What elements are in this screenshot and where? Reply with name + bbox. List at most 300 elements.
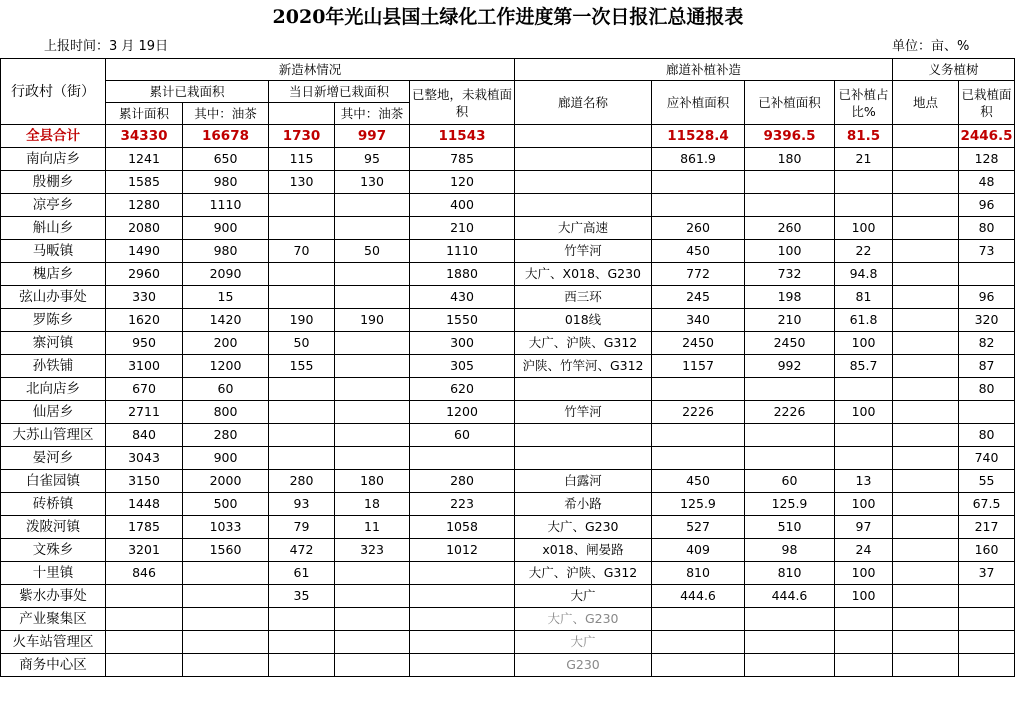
cell-name: 紫水办事处: [1, 585, 106, 608]
cell-cum-tea: 500: [183, 493, 269, 516]
cell-today: 93: [269, 493, 335, 516]
cell-should: 810: [652, 562, 745, 585]
cell-prepared: 1012: [410, 539, 515, 562]
cell-done: 810: [745, 562, 835, 585]
cell-should: 245: [652, 286, 745, 309]
cell-today: [269, 447, 335, 470]
cell-planted: 217: [959, 516, 1015, 539]
cell-cum-tea: 200: [183, 332, 269, 355]
cell-today-tea: [335, 194, 410, 217]
cell-done: 125.9: [745, 493, 835, 516]
cell-location: [893, 447, 959, 470]
cell-done: [745, 631, 835, 654]
cell-name: 晏河乡: [1, 447, 106, 470]
cell-location: [893, 493, 959, 516]
cell-cum-tea: 980: [183, 240, 269, 263]
cell-cum-tea: 60: [183, 378, 269, 401]
cell-prepared: 430: [410, 286, 515, 309]
progress-table: [0, 58, 1015, 677]
cell-prepared: 305: [410, 355, 515, 378]
cell-planted: 740: [959, 447, 1015, 470]
cell-done: 260: [745, 217, 835, 240]
cell-today: 280: [269, 470, 335, 493]
cell-location: [893, 654, 959, 677]
total-row: [1, 125, 1015, 148]
cell-today: [269, 608, 335, 631]
cell-done: 180: [745, 148, 835, 171]
cell-cum-tea: 15: [183, 286, 269, 309]
cell-cum: 2711: [106, 401, 183, 424]
cell-planted: [959, 654, 1015, 677]
header-row-1: [1, 59, 1015, 81]
cell-ratio: [835, 194, 893, 217]
cell-location: [893, 585, 959, 608]
cell-today-tea: [335, 562, 410, 585]
cell-planted: 55: [959, 470, 1015, 493]
cell-name: 火车站管理区: [1, 631, 106, 654]
cell-cum: [106, 585, 183, 608]
cell-done: 2226: [745, 401, 835, 424]
cell-today: [269, 401, 335, 424]
cell-cum: 950: [106, 332, 183, 355]
cell-cum-tea: 1420: [183, 309, 269, 332]
cell-today: 155: [269, 355, 335, 378]
table-row: [1, 585, 1015, 608]
cell-corridor: x018、闸晏路: [515, 539, 652, 562]
cell-should: 2226: [652, 401, 745, 424]
cell-cum-tea: 800: [183, 401, 269, 424]
cell-corridor: [515, 447, 652, 470]
cell-today-tea: [335, 378, 410, 401]
cell-cum-tea: [183, 585, 269, 608]
cell-cum: 840: [106, 424, 183, 447]
cell-corridor: 大广: [515, 585, 652, 608]
cell-prepared: [410, 447, 515, 470]
table-row: [1, 516, 1015, 539]
cell-cum: 2960: [106, 263, 183, 286]
cell-planted: 80: [959, 424, 1015, 447]
cell-today-tea: 95: [335, 148, 410, 171]
table-row: [1, 148, 1015, 171]
cell-cum-tea: 900: [183, 217, 269, 240]
total-corridor: [515, 125, 652, 148]
cell-planted: [959, 608, 1015, 631]
cell-location: [893, 516, 959, 539]
table-row: [1, 562, 1015, 585]
cell-should: [652, 608, 745, 631]
table-row: [1, 355, 1015, 378]
cell-today-tea: 190: [335, 309, 410, 332]
cell-today-tea: [335, 355, 410, 378]
table-row: [1, 654, 1015, 677]
cell-location: [893, 171, 959, 194]
cell-name: 斛山乡: [1, 217, 106, 240]
cell-should: 260: [652, 217, 745, 240]
cell-ratio: 100: [835, 562, 893, 585]
cell-corridor: 大广、沪陕、G312: [515, 562, 652, 585]
cell-ratio: [835, 447, 893, 470]
cell-name: 马畈镇: [1, 240, 106, 263]
total-cum-tea: 16678: [183, 125, 269, 148]
cell-prepared: 785: [410, 148, 515, 171]
cell-name: 泼陂河镇: [1, 516, 106, 539]
cell-planted: [959, 401, 1015, 424]
cell-prepared: 210: [410, 217, 515, 240]
header-cum-tea: 其中：油茶: [183, 103, 269, 125]
cell-name: 大苏山管理区: [1, 424, 106, 447]
cell-today: [269, 194, 335, 217]
cell-prepared: 300: [410, 332, 515, 355]
cell-should: [652, 424, 745, 447]
cell-today-tea: [335, 608, 410, 631]
cell-today-tea: 323: [335, 539, 410, 562]
total-done: 9396.5: [745, 125, 835, 148]
cell-today-tea: [335, 332, 410, 355]
total-name: 全县合计: [1, 125, 106, 148]
cell-corridor: [515, 378, 652, 401]
cell-cum: [106, 654, 183, 677]
cell-should: 772: [652, 263, 745, 286]
cell-location: [893, 332, 959, 355]
cell-prepared: 60: [410, 424, 515, 447]
cell-name: 商务中心区: [1, 654, 106, 677]
header-new-forest: 新造林情况: [106, 59, 515, 81]
cell-cum-tea: 280: [183, 424, 269, 447]
total-should: 11528.4: [652, 125, 745, 148]
header-prepared: 已整地，未栽植面积: [410, 81, 515, 125]
cell-location: [893, 148, 959, 171]
cell-name: 白雀园镇: [1, 470, 106, 493]
cell-location: [893, 608, 959, 631]
cell-name: 文殊乡: [1, 539, 106, 562]
cell-done: 210: [745, 309, 835, 332]
cell-should: 450: [652, 470, 745, 493]
cell-ratio: [835, 654, 893, 677]
cell-today-tea: 50: [335, 240, 410, 263]
table-row: [1, 539, 1015, 562]
header-corridor: 廊道补植补造: [515, 59, 893, 81]
cell-today: [269, 263, 335, 286]
cell-done: [745, 171, 835, 194]
cell-planted: 160: [959, 539, 1015, 562]
cell-today: 35: [269, 585, 335, 608]
cell-today: [269, 424, 335, 447]
cell-location: [893, 470, 959, 493]
cell-prepared: 1058: [410, 516, 515, 539]
cell-location: [893, 401, 959, 424]
cell-done: 992: [745, 355, 835, 378]
cell-cum-tea: [183, 562, 269, 585]
cell-cum: [106, 631, 183, 654]
header-cum-total: 累计面积: [106, 103, 183, 125]
cell-name: 孙铁铺: [1, 355, 106, 378]
cell-cum-tea: 1033: [183, 516, 269, 539]
cell-cum: 1241: [106, 148, 183, 171]
table-row: [1, 470, 1015, 493]
cell-ratio: [835, 171, 893, 194]
table-row: [1, 286, 1015, 309]
cell-done: 98: [745, 539, 835, 562]
cell-cum: 1490: [106, 240, 183, 263]
cell-today: 190: [269, 309, 335, 332]
cell-ratio: 81: [835, 286, 893, 309]
cell-cum-tea: [183, 608, 269, 631]
cell-today-tea: [335, 654, 410, 677]
table-row: [1, 171, 1015, 194]
cell-today-tea: [335, 401, 410, 424]
cell-prepared: 120: [410, 171, 515, 194]
cell-location: [893, 424, 959, 447]
cell-ratio: 97: [835, 516, 893, 539]
cell-corridor: 希小路: [515, 493, 652, 516]
cell-location: [893, 263, 959, 286]
cell-ratio: 100: [835, 401, 893, 424]
table-row: [1, 309, 1015, 332]
cell-today: 130: [269, 171, 335, 194]
header-location: 地点: [893, 81, 959, 125]
cell-prepared: [410, 608, 515, 631]
header-corridor-name: 廊道名称: [515, 81, 652, 125]
cell-prepared: 1110: [410, 240, 515, 263]
cell-cum: [106, 608, 183, 631]
cell-planted: 96: [959, 286, 1015, 309]
cell-prepared: 280: [410, 470, 515, 493]
cell-corridor: 沪陕、竹竿河、G312: [515, 355, 652, 378]
cell-corridor: [515, 148, 652, 171]
cell-location: [893, 194, 959, 217]
total-prepared: 11543: [410, 125, 515, 148]
cell-prepared: 620: [410, 378, 515, 401]
cell-ratio: [835, 631, 893, 654]
cell-should: 450: [652, 240, 745, 263]
cell-cum: 2080: [106, 217, 183, 240]
cell-corridor: 大广: [515, 631, 652, 654]
cell-name: 罗陈乡: [1, 309, 106, 332]
cell-location: [893, 562, 959, 585]
total-today-tea: 997: [335, 125, 410, 148]
cell-ratio: 100: [835, 217, 893, 240]
cell-today-tea: 11: [335, 516, 410, 539]
cell-today: 79: [269, 516, 335, 539]
cell-today-tea: [335, 424, 410, 447]
cell-today: 115: [269, 148, 335, 171]
header-duty: 义务植树: [893, 59, 1015, 81]
cell-planted: [959, 263, 1015, 286]
cell-ratio: [835, 378, 893, 401]
cell-location: [893, 355, 959, 378]
cell-today: [269, 654, 335, 677]
cell-corridor: [515, 424, 652, 447]
cell-name: 槐店乡: [1, 263, 106, 286]
cell-done: 2450: [745, 332, 835, 355]
table-row: [1, 332, 1015, 355]
cell-cum: 330: [106, 286, 183, 309]
cell-corridor: [515, 171, 652, 194]
cell-ratio: 61.8: [835, 309, 893, 332]
cell-today-tea: [335, 286, 410, 309]
cell-name: 寨河镇: [1, 332, 106, 355]
cell-today: 70: [269, 240, 335, 263]
cell-location: [893, 240, 959, 263]
cell-cum: 670: [106, 378, 183, 401]
cell-prepared: [410, 562, 515, 585]
cell-today-tea: [335, 631, 410, 654]
cell-planted: 96: [959, 194, 1015, 217]
cell-should: [652, 654, 745, 677]
header-ratio: 已补植占比%: [835, 81, 893, 125]
cell-should: 2450: [652, 332, 745, 355]
cell-prepared: [410, 585, 515, 608]
table-row: [1, 194, 1015, 217]
table-row: [1, 608, 1015, 631]
total-location: [893, 125, 959, 148]
cell-cum: 3100: [106, 355, 183, 378]
cell-cum: 1585: [106, 171, 183, 194]
cell-location: [893, 286, 959, 309]
cell-ratio: [835, 424, 893, 447]
header-today-added: 当日新增已栽面积: [269, 81, 410, 103]
cell-today-tea: [335, 447, 410, 470]
cell-cum-tea: 1560: [183, 539, 269, 562]
cell-corridor: 大广、沪陕、G312: [515, 332, 652, 355]
cell-ratio: [835, 608, 893, 631]
cell-today-tea: 18: [335, 493, 410, 516]
cell-should: [652, 194, 745, 217]
cell-should: [652, 631, 745, 654]
cell-should: 527: [652, 516, 745, 539]
cell-cum-tea: [183, 631, 269, 654]
cell-today: [269, 217, 335, 240]
cell-should: [652, 447, 745, 470]
cell-name: 凉亭乡: [1, 194, 106, 217]
cell-location: [893, 631, 959, 654]
cell-planted: 73: [959, 240, 1015, 263]
cell-should: 125.9: [652, 493, 745, 516]
cell-ratio: 13: [835, 470, 893, 493]
cell-corridor: 西三环: [515, 286, 652, 309]
table-row: [1, 447, 1015, 470]
cell-planted: 67.5: [959, 493, 1015, 516]
table-row: [1, 493, 1015, 516]
cell-done: 444.6: [745, 585, 835, 608]
cell-planted: 128: [959, 148, 1015, 171]
cell-today: [269, 378, 335, 401]
cell-location: [893, 309, 959, 332]
header-should-area: 应补植面积: [652, 81, 745, 125]
header-cum-area: 累计已栽面积: [106, 81, 269, 103]
header-planted: 已栽植面积: [959, 81, 1015, 125]
cell-cum: 1448: [106, 493, 183, 516]
cell-name: 北向店乡: [1, 378, 106, 401]
cell-corridor: 018线: [515, 309, 652, 332]
table-row: [1, 263, 1015, 286]
cell-prepared: 1880: [410, 263, 515, 286]
table-row: [1, 378, 1015, 401]
cell-cum-tea: 980: [183, 171, 269, 194]
cell-cum-tea: 1200: [183, 355, 269, 378]
cell-ratio: 100: [835, 585, 893, 608]
cell-today: 61: [269, 562, 335, 585]
cell-planted: 37: [959, 562, 1015, 585]
total-cum: 34330: [106, 125, 183, 148]
cell-prepared: 1200: [410, 401, 515, 424]
header-village: 行政村（街）: [1, 59, 106, 125]
cell-corridor: 大广、G230: [515, 608, 652, 631]
table-row: [1, 217, 1015, 240]
cell-done: [745, 608, 835, 631]
cell-done: [745, 447, 835, 470]
cell-name: 产业聚集区: [1, 608, 106, 631]
cell-name: 南向店乡: [1, 148, 106, 171]
cell-ratio: 94.8: [835, 263, 893, 286]
cell-prepared: 400: [410, 194, 515, 217]
total-ratio: 81.5: [835, 125, 893, 148]
header-row-2: [1, 81, 1015, 103]
cell-done: 60: [745, 470, 835, 493]
cell-should: 861.9: [652, 148, 745, 171]
header-today-total: [269, 103, 335, 125]
cell-name: 弦山办事处: [1, 286, 106, 309]
cell-done: [745, 424, 835, 447]
header-today-tea: 其中：油茶: [335, 103, 410, 125]
cell-corridor: 竹竿河: [515, 240, 652, 263]
cell-cum: 1280: [106, 194, 183, 217]
cell-planted: 320: [959, 309, 1015, 332]
cell-cum-tea: 900: [183, 447, 269, 470]
cell-done: 198: [745, 286, 835, 309]
cell-today: [269, 631, 335, 654]
cell-planted: 82: [959, 332, 1015, 355]
cell-corridor: 大广、G230: [515, 516, 652, 539]
cell-prepared: [410, 654, 515, 677]
cell-done: [745, 654, 835, 677]
cell-today: 472: [269, 539, 335, 562]
cell-location: [893, 378, 959, 401]
cell-cum: 846: [106, 562, 183, 585]
cell-corridor: 白露河: [515, 470, 652, 493]
cell-today-tea: [335, 217, 410, 240]
table-row: [1, 631, 1015, 654]
cell-should: [652, 378, 745, 401]
total-planted: 2446.5: [959, 125, 1015, 148]
cell-done: 732: [745, 263, 835, 286]
cell-cum: 3043: [106, 447, 183, 470]
unit-label: 单位：亩、%: [892, 39, 970, 54]
report-time: 上报时间：3 月 19日: [44, 39, 169, 54]
cell-should: 340: [652, 309, 745, 332]
cell-today-tea: 130: [335, 171, 410, 194]
cell-location: [893, 217, 959, 240]
cell-location: [893, 539, 959, 562]
cell-corridor: 大广、X018、G230: [515, 263, 652, 286]
cell-cum: 3150: [106, 470, 183, 493]
table-row: [1, 424, 1015, 447]
cell-ratio: 100: [835, 493, 893, 516]
cell-prepared: 223: [410, 493, 515, 516]
cell-prepared: 1550: [410, 309, 515, 332]
cell-corridor: [515, 194, 652, 217]
cell-today-tea: 180: [335, 470, 410, 493]
cell-should: 409: [652, 539, 745, 562]
cell-planted: 87: [959, 355, 1015, 378]
cell-name: 仙居乡: [1, 401, 106, 424]
cell-cum: 3201: [106, 539, 183, 562]
cell-today-tea: [335, 585, 410, 608]
cell-cum-tea: [183, 654, 269, 677]
cell-today: [269, 286, 335, 309]
cell-should: [652, 171, 745, 194]
cell-name: 砖桥镇: [1, 493, 106, 516]
